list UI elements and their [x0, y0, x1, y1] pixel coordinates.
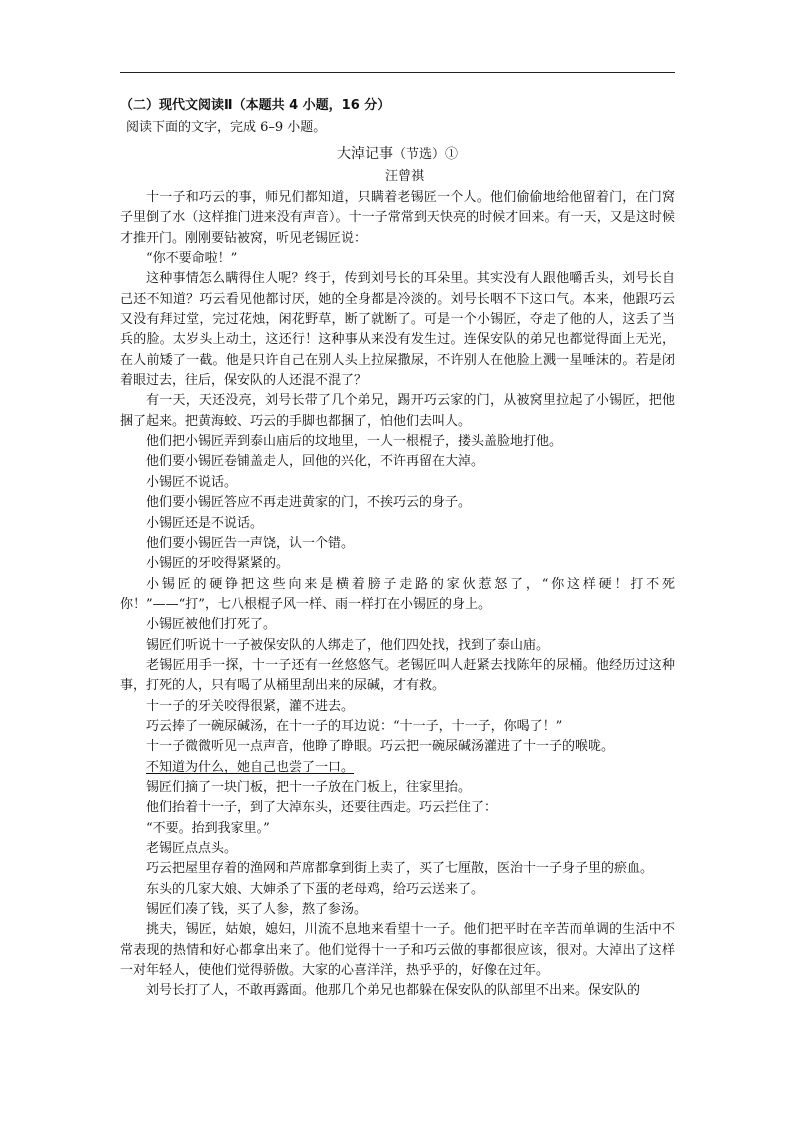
- article-paragraph: 十一子的牙关咬得很紧，灌不进去。: [146, 698, 355, 714]
- header-rule: [120, 72, 675, 73]
- article-paragraph: 锡匠们摘了一块门板，把十一子放在门板上，往家里抬。: [146, 779, 472, 795]
- article-paragraph: “你不要命啦！”: [146, 251, 238, 267]
- article-paragraph: 有一天，天还没亮，刘号长带了几个弟兄，踢开巧云家的门，从被窝里拉起了小锡匠，把他捆了起来。把黄海蛟、巧云的手脚也都捆了，怕他们去叫人。: [120, 393, 675, 429]
- article-paragraph: 小锡匠被他们打死了。: [146, 617, 277, 633]
- article-paragraph: 他们要小锡匠卷铺盖走人，回他的兴化，不许再留在大淖。: [146, 454, 485, 470]
- article-paragraph: 小锡匠的牙咬得紧紧的。: [146, 556, 290, 572]
- article-paragraph: 东头的几家大娘、大婶杀了下蛋的老母鸡，给巧云送来了。: [146, 881, 485, 897]
- article-paragraph: 刘号长打了人，不敢再露面。他那几个弟兄也都躲在保安队的队部里不出来。保安队的: [146, 983, 641, 999]
- article-paragraph: 他们抬着十一子，到了大淖东头，还要往西走。巧云拦住了：: [146, 800, 498, 816]
- exam-page: [120, 95, 675, 1002]
- article-title-text: 大淖记事: [336, 146, 393, 162]
- article-paragraph: 锡匠们听说十一子被保安队的人绑走了，他们四处找，找到了泰山庙。: [146, 637, 550, 653]
- section-title: （二）现代文阅读Ⅱ（本题共 4 小题，16 分）: [120, 98, 391, 113]
- article-title-note: （节选）①: [392, 147, 458, 162]
- article-paragraph: 他们要小锡匠答应不再走进黄家的门，不挨巧云的身子。: [146, 495, 472, 511]
- article-paragraph: 这种事情怎么瞒得住人呢？终于，传到刘号长的耳朵里。其实没有人跟他嚼舌头，刘号长自己还不知道？巧云看见他都讨厌，她的全身都是冷淡的。刘号长咽不下这口气。本来，他跟巧云又没有拜过堂，完过花烛，闲花野草，断了就断了。可是一个小锡匠，夺走了他的人，这丢了当兵的脸。太岁头上动土，这还行！这种事从来没有发生过。连保安队的弟兄也都觉得面上无光，在人前矮了一截。他是只许自己在别人头上拉屎撒尿，不许别人在他脸上溅一星唾沫的。若是闭着眼过去，往后，保安队的人还混不混了？: [120, 271, 675, 389]
- article-paragraph: 老锡匠用手一探，十一子还有一丝悠悠气。老锡匠叫人赶紧去找陈年的尿桶。他经历过这种事，打死的人，只有喝了从桶里刮出来的尿碱，才有救。: [120, 657, 675, 694]
- article-paragraph: [120, 758, 675, 778]
- article-author: 汪曾祺: [384, 169, 424, 184]
- article-paragraph: 巧云捧了一碗尿碱汤，在十一子的耳边说：“十一子，十一子，你喝了！”: [146, 718, 563, 734]
- article-paragraph: 他们要小锡匠告一声饶，认一个错。: [146, 535, 355, 551]
- article-paragraph: 他们把小锡匠弄到泰山庙后的坟地里，一人一根棍子，搂头盖脸地打他。: [146, 434, 563, 450]
- article-paragraph: 十一子微微听见一点声音，他睁了睁眼。巧云把一碗尿碱汤灌进了十一子的喉咙。: [146, 739, 615, 755]
- article-paragraph: 锡匠们凑了钱，买了人参，熬了参汤。: [146, 902, 368, 918]
- article-paragraph: 小锡匠还是不说话。: [146, 515, 264, 531]
- article-paragraph: 小锡匠不说话。: [146, 474, 238, 490]
- article-paragraph: 挑夫，锡匠，姑娘，媳妇，川流不息地来看望十一子。他们把平时在辛苦而单调的生活中不常表现的热情和好心都拿出来了。他们觉得十一子和巧云做的事都很应该，很对。大淖出了这样一对年轻人，使他们觉得骄傲。大家的心喜洋洋，热乎乎的，好像在过年。: [120, 922, 675, 979]
- article-title: [120, 143, 675, 166]
- article-paragraph: 十一子和巧云的事，师兄们都知道，只瞒着老锡匠一个人。他们偷偷地给他留着门，在门窝子里倒了水（这样推门进来没有声音）。十一子常常到天快亮的时候才回来。有一天，又是这时候才推开门。刚刚要钻被窝，听见老锡匠说：: [120, 190, 675, 246]
- article-paragraph: 老锡匠点点头。: [146, 841, 238, 856]
- article-paragraph: 小锡匠的硬铮把这些向来是横着膀子走路的家伙惹怒了，“你这样硬！打不死你！”——“打”，七八根棍子风一样、雨一样打在小锡匠的身上。: [120, 576, 675, 612]
- underlined-sentence: 不知道为什么，她自己也尝了一口。: [146, 759, 355, 775]
- article-paragraph: “不要。抬到我家里。”: [146, 820, 270, 836]
- article-body: [120, 188, 675, 1002]
- section-instruction: 阅读下面的文字，完成 6–9 小题。: [126, 120, 327, 135]
- article-paragraph: 巧云把屋里存着的渔网和芦席都拿到街上卖了，买了七厘散，医治十一子身子里的瘀血。: [146, 861, 654, 877]
